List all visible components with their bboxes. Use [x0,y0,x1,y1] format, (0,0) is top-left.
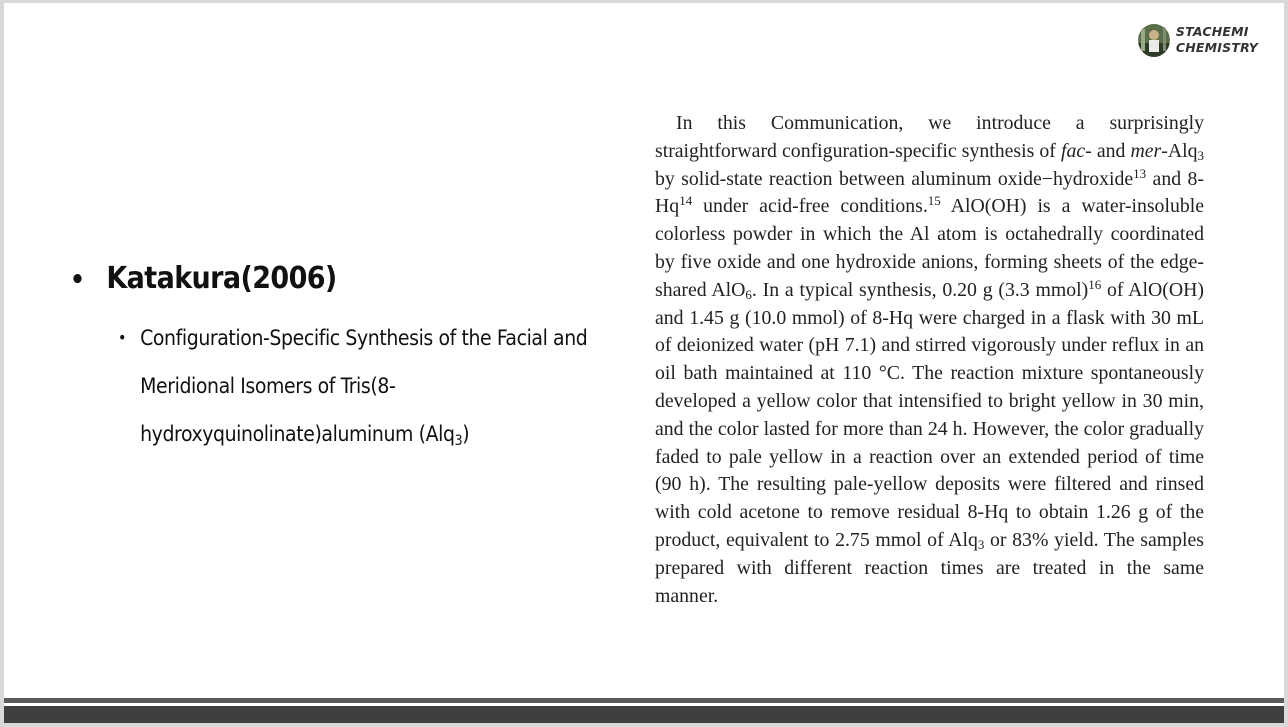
stachemi-logo-icon [1138,23,1170,57]
bullet-heading [70,261,590,296]
subtitle-end: ) [462,422,470,446]
footer-divider [4,698,1284,703]
paper-excerpt: In this Communication, we introduce a surprisingly straightforward configuration-specific synthesis of fac- and mer-Alq$_3$ by solid-state reaction between aluminum oxide−hydroxide$^{13}$ and 8-Hq$^{14}$ under acid-free conditions.$^{15}$ AlO(OH) is a water-insoluble colorless powder in which the Al atom is octahedrally coordinated by five oxide and one hydroxide anions, forming sheets of the edge-shared AlO$_6$. In a typical synthesis, 0.20 g (3.3 mmol)$^{16}$ of AlO(OH) and 1.45 g (10.0 mmol) of 8-Hq were charged in a flask with 30 mL of deionized water (pH 7.1) and stirred vigorously under reflux in an oil bath maintained at 110 °C. The reaction mixture spontaneously developed a yellow color that intensified to bright yellow in 30 min, and the color lasted for more than 24 h. However, the color gradually faded to pale yellow in a reaction over an extended period of time (90 h). The resulting pale-yellow deposits were filtered and rinsed with cold acetone to remove residual 8-Hq to obtain 1.26 g of the product, equivalent to 2.75 mmol of Alq$_3$ or 83% yield. The samples prepared with different reaction times are treated in the same manner. [655,112,1205,607]
logo-line-2: CHEMISTRY [1175,40,1258,55]
bullet-icon: • [118,328,127,347]
subtitle-subscript: 3 [454,433,463,449]
footer-bar [4,706,1284,723]
subtitle-text [140,314,590,458]
bullet-subtitle [70,314,590,458]
heading-text: Katakura(2006) [106,261,337,296]
bullet-icon: • [70,264,85,295]
slide [4,3,1284,723]
left-column [70,261,590,458]
logo-line-1: STACHEMI [1175,24,1249,39]
brand-logo [1138,23,1258,57]
subtitle-main: Configuration-Specific Synthesis of the Facial and Meridional Isomers of Tris(8-hydroxyquinolinate)aluminum (Alq [140,326,588,446]
